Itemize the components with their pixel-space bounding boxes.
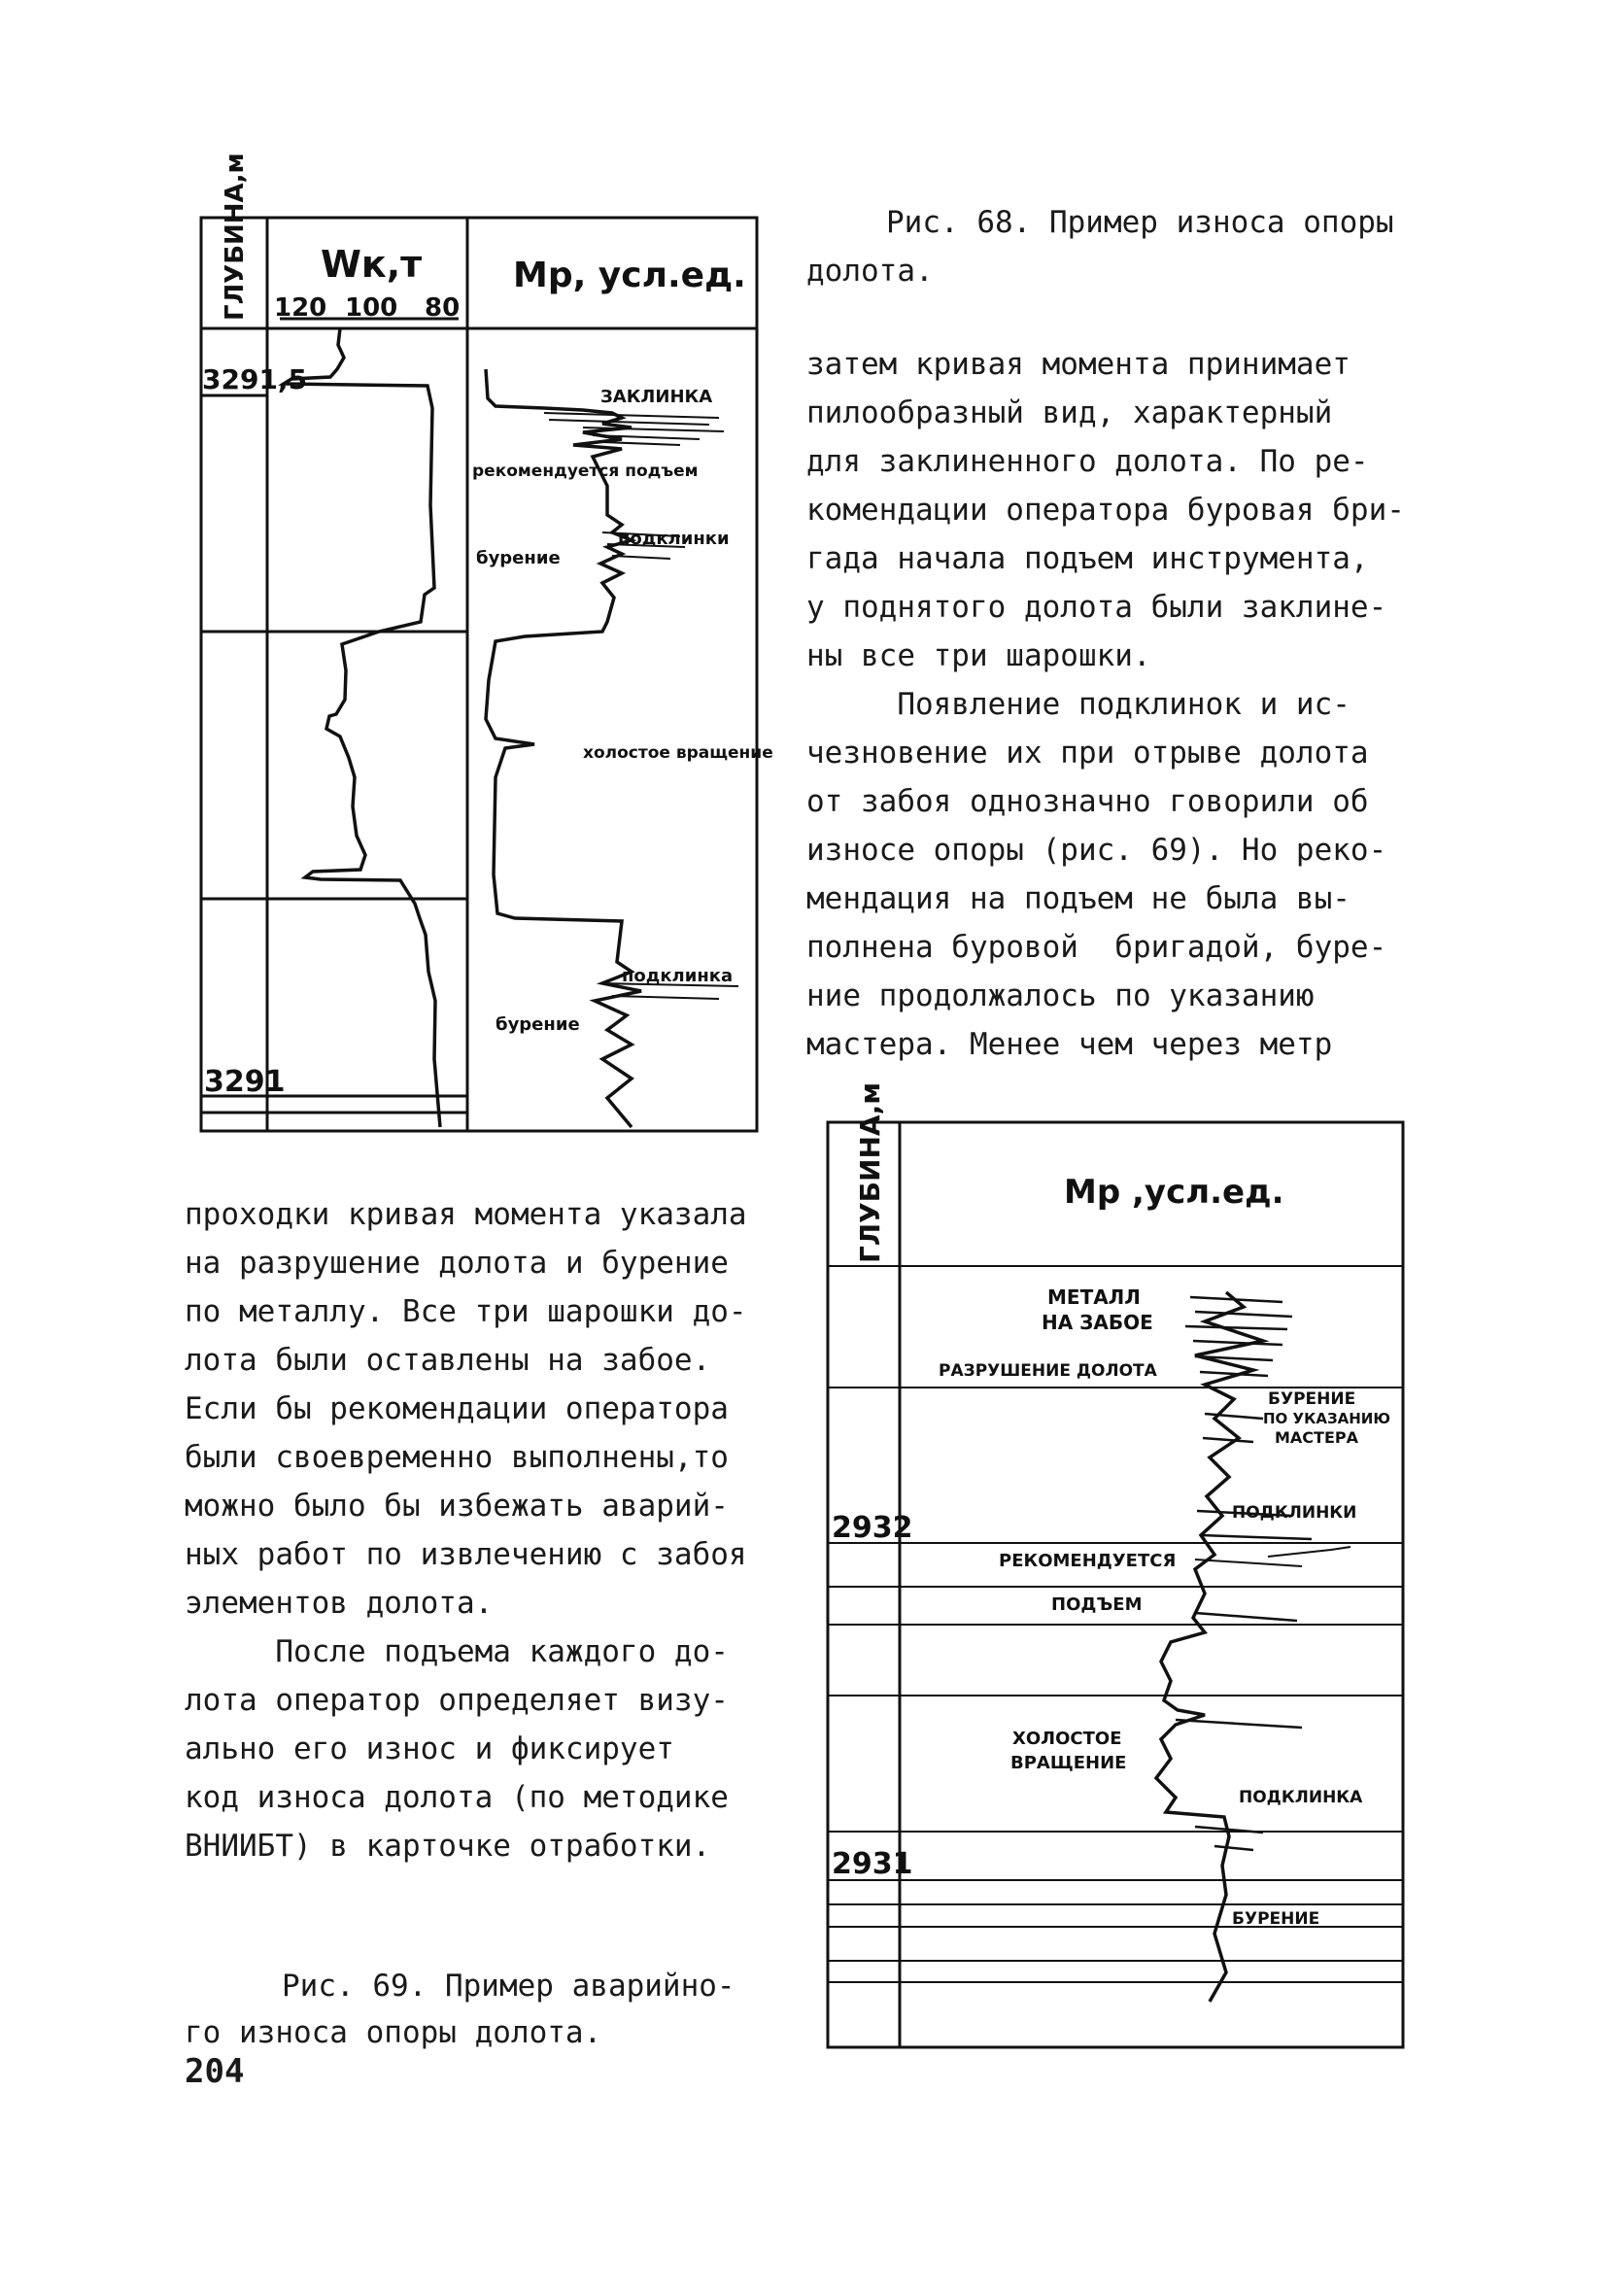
page-number: 204 [185, 2052, 245, 2091]
text-line: проходки кривая момента указала [185, 1197, 747, 1232]
fig69-label-podklinki: ПОДКЛИНКИ [1232, 1503, 1357, 1523]
fig68-label-podklinka: подклинка [622, 966, 734, 986]
right-column-text [806, 340, 1405, 1069]
left-column-text [185, 1190, 747, 1870]
fig69-depth-bottom: 2931 [832, 1847, 913, 1881]
text-line: затем кривая момента принимает [806, 347, 1351, 382]
fig69-label-holostoe-2: ВРАЩЕНИЕ [1010, 1753, 1127, 1773]
fig68-caption-line-1: Рис. 68. Пример износа опоры [886, 205, 1394, 240]
text-line: можно было бы избежать аварий- [185, 1489, 729, 1524]
text-line: Если бы рекомендации оператора [185, 1391, 729, 1426]
fig69-label-holostoe-1: ХОЛОСТОЕ [1012, 1729, 1122, 1749]
text-line: износе опоры (рис. 69). Но реко- [806, 833, 1387, 868]
fig68-w-curve [284, 328, 440, 1127]
text-line: ны все три шарошки. [806, 638, 1151, 673]
fig69-label-podklinka: ПОДКЛИНКА [1239, 1788, 1363, 1807]
text-line: на разрушение долота и бурение [185, 1246, 729, 1281]
text-line: Появление подклинок и ис- [806, 687, 1351, 722]
text-line: пилообразный вид, характерный [806, 395, 1333, 430]
text-line: ально его износ и фиксирует [185, 1731, 674, 1766]
fig69-label-burenie-po-3: МАСТЕРА [1275, 1428, 1358, 1447]
fig68-label-zaklinka: ЗАКЛИНКА [600, 387, 713, 407]
text-line: чезновение их при отрыве долота [806, 736, 1369, 771]
text-line: гада начала подъем инструмента, [806, 541, 1369, 576]
fig68-w-tick-120: 120 [274, 293, 327, 323]
text-line: ных работ по извлечению с забоя [185, 1537, 747, 1572]
fig68-label-podklinki: подклинки [618, 529, 730, 549]
fig69-col-depth-label: ГЛУБИНА,м [854, 1081, 886, 1263]
fig68-label-burenie2: бурение [496, 1014, 580, 1035]
fig69-label-burenie-po-1: БУРЕНИЕ [1268, 1389, 1356, 1409]
fig68-frame [201, 218, 757, 1131]
fig69-label-rekom: РЕКОМЕНДУЕТСЯ [999, 1551, 1177, 1571]
fig69-label-podem: ПОДЪЕМ [1051, 1594, 1143, 1615]
fig69-depth-top: 2932 [832, 1511, 913, 1545]
text-line: лота оператор определяет визу- [185, 1683, 729, 1718]
fig68-w-tick-100: 100 [345, 293, 398, 323]
text-line: были своевременно выполнены,то [185, 1440, 729, 1475]
text-line: по металлу. Все три шарошки до- [185, 1294, 747, 1329]
fig69-caption-line-2: го износа опоры долота. [185, 2015, 602, 2050]
fig69-label-metall: МЕТАЛЛ [1047, 1285, 1141, 1309]
text-line: код износа долота (по методике [185, 1780, 729, 1815]
fig68-col-m-label: Мр, усл.ед. [513, 256, 746, 295]
fig68-label-burenie1: бурение [476, 548, 561, 568]
fig68-m-spikes [544, 413, 738, 999]
fig69-col-m-label: Мр ,усл.ед. [1064, 1173, 1284, 1212]
text-line: полнена буровой бригадой, буре- [806, 930, 1387, 965]
text-line: мастера. Менее чем через метр [806, 1027, 1333, 1062]
text-line: комендации оператора буровая бри- [806, 493, 1405, 528]
fig69-label-burenie-po-2: ПО УКАЗАНИЮ [1263, 1410, 1390, 1427]
text-line: После подъема каждого до- [185, 1634, 729, 1669]
fig68-w-tick-80: 80 [425, 293, 461, 323]
fig68-depth-bottom: 3291 [204, 1065, 286, 1099]
text-line: ние продолжалось по указанию [806, 978, 1315, 1013]
fig69-label-na-zaboe: НА ЗАБОЕ [1042, 1311, 1153, 1334]
text-line: от забоя однозначно говорили об [806, 784, 1369, 819]
fig69-label-burenie: БУРЕНИЕ [1232, 1909, 1320, 1929]
text-line: элементов долота. [185, 1586, 494, 1621]
fig68-caption-line-2: долота. [806, 254, 934, 289]
text-line: ВНИИБТ) в карточке отработки. [185, 1829, 711, 1864]
text-line: для заклиненного долота. По ре- [806, 444, 1369, 479]
fig68-label-rekom: рекомендуется подъем [472, 462, 699, 481]
fig68-col-depth-label: ГЛУБИНА,м [221, 153, 250, 321]
fig68-label-holostoe: холостое вращение [583, 743, 773, 763]
fig68-col-w-label: Wк,т [321, 243, 423, 286]
fig69-caption-line-1: Рис. 69. Пример аварийно- [282, 1969, 735, 2004]
fig68-depth-top: 3291,5 [202, 363, 308, 395]
text-line: лота были оставлены на забое. [185, 1343, 711, 1378]
text-line: мендация на подъем не была вы- [806, 881, 1351, 916]
text-line: у поднятого долота были заклине- [806, 590, 1387, 625]
fig69-label-razrush: РАЗРУШЕНИЕ ДОЛОТА [939, 1361, 1157, 1381]
